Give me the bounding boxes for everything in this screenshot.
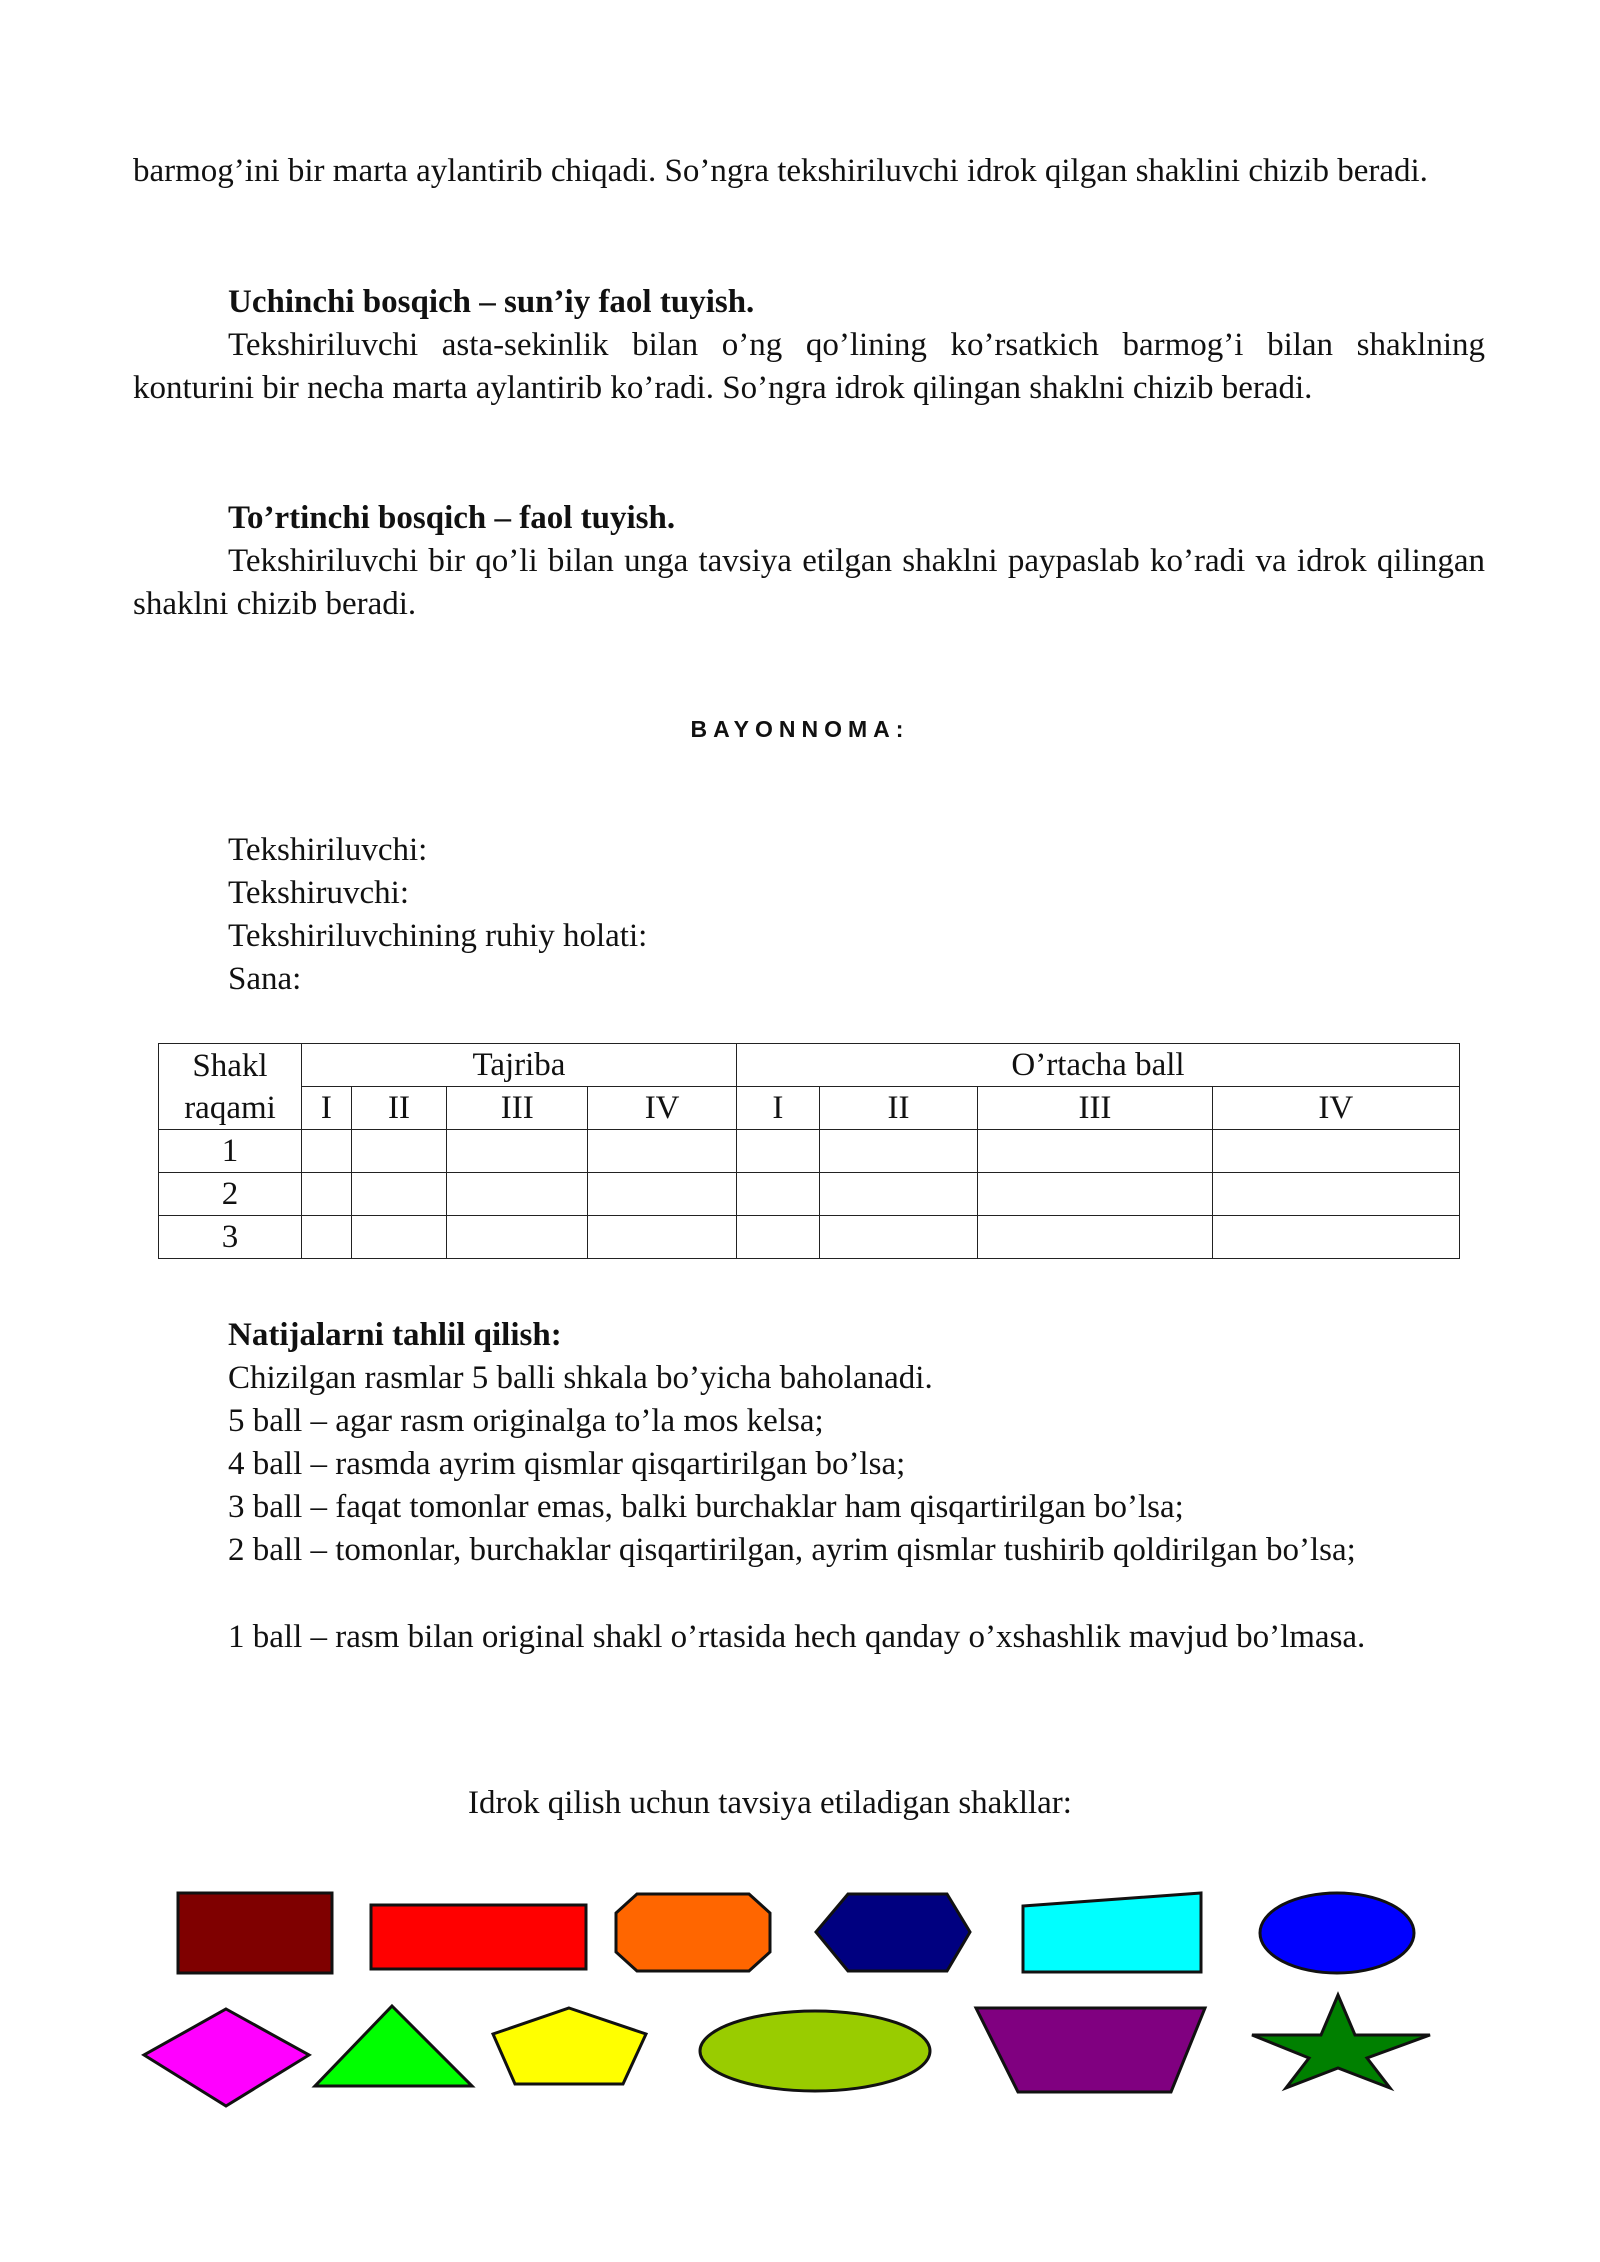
row-number: 2 bbox=[159, 1173, 302, 1216]
field-mental-state: Tekshiriluvchining ruhiy holati: bbox=[228, 918, 648, 954]
field-examinee: Tekshiriluvchi: bbox=[228, 832, 428, 868]
score-1: 1 ball – rasm bilan original shakl o’rtasida hech qanday o’xshashlik mavjud bo’lmasa. bbox=[228, 1619, 1366, 1655]
stage4-heading: To’rtinchi bosqich – faol tuyish. bbox=[228, 500, 676, 536]
analysis-heading: Natijalarni tahlil qilish: bbox=[228, 1317, 562, 1353]
rectangle-shape bbox=[371, 1905, 586, 1969]
inverted-trapezoid-shape bbox=[976, 2008, 1205, 2092]
protocol-title: BAYONNOMA: bbox=[690, 716, 910, 742]
subheader-cell: I bbox=[302, 1087, 352, 1130]
stage3-heading: Uchinchi bosqich – sun’iy faol tuyish. bbox=[228, 284, 755, 320]
subheader-cell: II bbox=[819, 1087, 978, 1130]
subheader-cell: III bbox=[447, 1087, 588, 1130]
score-3: 3 ball – faqat tomonlar emas, balki burchaklar ham qisqartirilgan bo’lsa; bbox=[228, 1489, 1184, 1525]
field-date: Sana: bbox=[228, 961, 302, 997]
header-shape-line2: raqami bbox=[184, 1089, 276, 1126]
trapezoid-shape bbox=[1023, 1893, 1201, 1972]
header-average-score: O’rtacha ball bbox=[736, 1044, 1459, 1087]
header-shape-line1: Shakl bbox=[192, 1047, 268, 1084]
row-number: 3 bbox=[159, 1216, 302, 1259]
row-number: 1 bbox=[159, 1130, 302, 1173]
pentagon-shape bbox=[493, 2008, 646, 2084]
octagon-shape bbox=[616, 1894, 770, 1971]
analysis-intro: Chizilgan rasmlar 5 balli shkala bo’yicha baholanadi. bbox=[228, 1360, 933, 1396]
star-shape bbox=[1252, 1995, 1430, 2088]
paragraph-continuation: barmog’ini bir marta aylantirib chiqadi. So’ngra tekshiriluvchi idrok qilgan shaklini chizib beradi. bbox=[133, 153, 1428, 189]
score-5: 5 ball – agar rasm originalga to’la mos kelsa; bbox=[228, 1403, 824, 1439]
score-2: 2 ball – tomonlar, burchaklar qisqartirilgan, ayrim qismlar tushirib qoldirilgan bo’lsa; bbox=[228, 1532, 1356, 1568]
score-4: 4 ball – rasmda ayrim qismlar qisqartirilgan bo’lsa; bbox=[228, 1446, 906, 1482]
subheader-cell: III bbox=[978, 1087, 1212, 1130]
subheader-cell: IV bbox=[1212, 1087, 1459, 1130]
oval-shape bbox=[700, 2011, 930, 2091]
stage3-text: Tekshiriluvchi asta-sekinlik bilan o’ng qo’lining ko’rsatkich barmog’i bilan shaklning konturini bir necha marta aylantirib ko’radi. So’ngra idrok qilingan shaklni chizib beradi. bbox=[133, 327, 1485, 406]
header-experiment: Tajriba bbox=[302, 1044, 737, 1087]
shapes-caption: Idrok qilish uchun tavsiya etiladigan shakllar: bbox=[468, 1785, 1072, 1821]
ellipse-shape bbox=[1260, 1893, 1414, 1973]
hexagon-shape bbox=[816, 1894, 970, 1971]
field-examiner: Tekshiruvchi: bbox=[228, 875, 409, 911]
stage4-text: Tekshiriluvchi bir qo’li bilan unga tavsiya etilgan shaklni paypaslab ko’radi va idrok qilingan shaklni chizib beradi. bbox=[133, 543, 1485, 622]
triangle-shape bbox=[315, 2006, 472, 2086]
rhombus-shape bbox=[144, 2009, 309, 2106]
subheader-cell: I bbox=[736, 1087, 819, 1130]
subheader-cell: II bbox=[351, 1087, 446, 1130]
square-shape bbox=[178, 1893, 332, 1973]
subheader-cell: IV bbox=[588, 1087, 737, 1130]
